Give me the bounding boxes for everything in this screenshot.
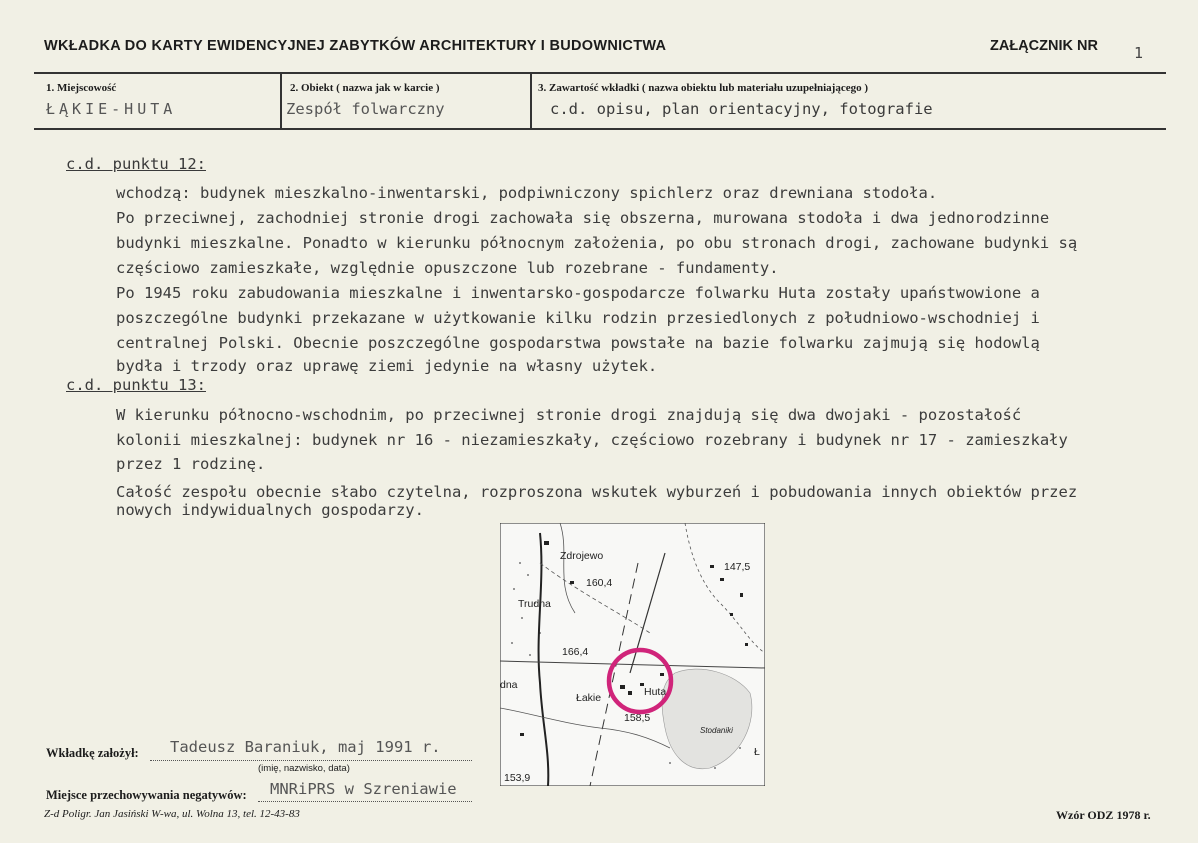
map-label: Łakie [576,692,602,704]
map-graphic [500,523,765,786]
body-line: Całość zespołu obecnie słabo czytelna, rozproszona wskutek wyburzeń i pobudowania innych obiektów przez [116,483,1078,501]
body-line: przez 1 rodzinę. [116,455,266,473]
field-divider-2 [530,72,532,129]
founder-label: Wkładkę założył: [46,746,139,760]
founder-dotted-line [150,760,472,761]
negatives-label: Miejsce przechowywania negatywów: [46,788,247,802]
founder-caption: (imię, nazwisko, data) [258,763,350,774]
map-label: Ł [754,746,760,758]
form-title: WKŁADKA DO KARTY EWIDENCYJNEJ ZABYTKÓW ARCHITEKTURY I BUDOWNICTWA [44,38,667,54]
section-heading-13: c.d. punktu 13: [66,376,206,394]
body-line: bydła i trzody oraz uprawę ziemi jedynie na własny użytek. [116,357,658,375]
map-label: 153,9 [504,772,531,784]
contents-value: c.d. opisu, plan orientacyjny, fotografie [550,100,933,118]
attachment-label: ZAŁĄCZNIK NR [990,38,1098,54]
object-label: 2. Obiekt ( nazwa jak w karcie ) [290,82,440,94]
map-label: Stodaniki [700,726,733,735]
founder-value: Tadeusz Baraniuk, maj 1991 r. [170,738,441,756]
map-label: 160,4 [586,577,613,589]
section-heading-12: c.d. punktu 12: [66,155,206,173]
map-label: dna [500,679,518,691]
map-label: Huta [644,686,667,698]
field-table-bottom-rule [34,128,1166,130]
object-value: Zespół folwarczny [286,100,445,118]
body-line: budynki mieszkalne. Ponadto w kierunku północnym założenia, po obu stronach drogi, zachowane budynki są [116,234,1078,252]
field-divider-1 [280,72,282,129]
attachment-number: 1 [1134,44,1144,62]
body-line: nowych indywidualnych gospodarzy. [116,501,424,519]
orientation-map [500,523,765,786]
body-line: poszczególne budynki przekazane w użytkowanie kilku rodzin przesiedlonych z południowo-wschodniej i [116,309,1040,327]
negatives-dotted-line [258,801,472,802]
body-line: centralnej Polski. Obecnie poszczególne gospodarstwa powstałe na bazie folwarku zajmują się hodowlą [116,334,1040,352]
body-line: częściowo zamieszkałe, względnie opuszczone lub rozebrane - fundamenty. [116,259,779,277]
map-label: 158,5 [624,712,651,724]
negatives-value: MNRiPRS w Szreniawie [270,780,457,798]
map-label: Zdrojewo [560,550,604,562]
map-label: 147,5 [724,561,751,573]
form-code: Wzór ODZ 1978 r. [1056,808,1151,822]
body-line: Po przeciwnej, zachodniej stronie drogi zachowała się obszerna, murowana stodoła i dwa jednorodzinne [116,209,1050,227]
locality-value: ŁĄKIE-HUTA [46,100,177,118]
body-line: W kierunku północno-wschodnim, po przeciwnej stronie drogi znajdują się dwa dwojaki - pozostałość [116,406,1022,424]
map-label: Trudna [518,598,551,610]
body-line: wchodzą: budynek mieszkalno-inwentarski, podpiwniczony spichlerz oraz drewniana stodoła. [116,184,938,202]
contents-label: 3. Zawartość wkładki ( nazwa obiektu lub materiału uzupełniającego ) [538,82,869,94]
printer-note: Z-d Poligr. Jan Jasiński W-wa, ul. Wolna 13, tel. 12-43-83 [44,808,300,820]
body-line: Po 1945 roku zabudowania mieszkalne i inwentarsko-gospodarcze folwarku Huta zostały upaństwowione a [116,284,1040,302]
field-table-top-rule [34,72,1166,74]
body-line: kolonii mieszkalnej: budynek nr 16 - niezamieszkały, częściowo rozebrany i budynek nr 17 - zamieszkały [116,431,1068,449]
locality-label: 1. Miejscowość [46,82,117,94]
map-label: 166,4 [562,646,589,658]
